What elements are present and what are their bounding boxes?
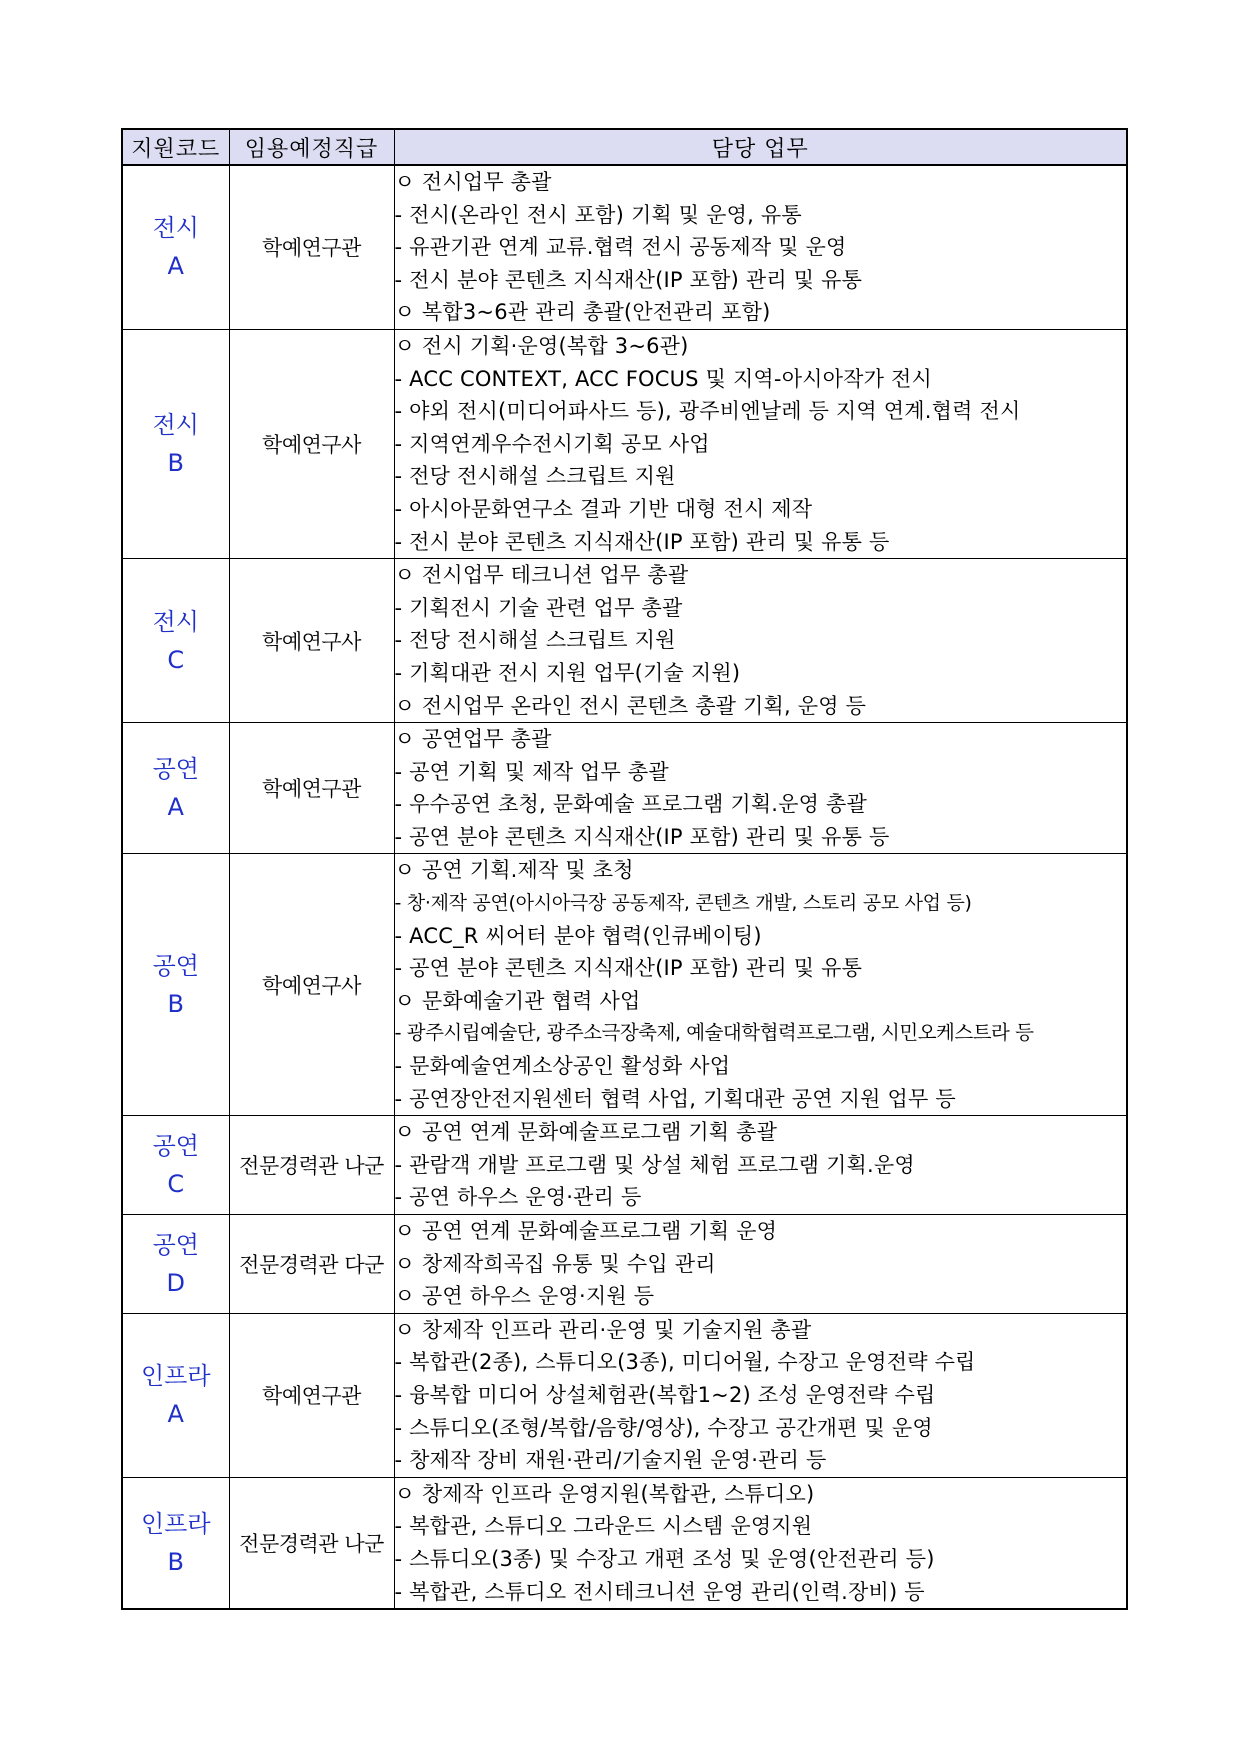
duty-list [394, 723, 1127, 854]
table-row [122, 1116, 1127, 1215]
job-grade: 학예연구사 [229, 559, 394, 723]
duty-line: - 전시 분야 콘텐츠 지식재산(IP 포함) 관리 및 유통 등 [394, 529, 890, 554]
code-field: 공연 [152, 755, 199, 784]
code-field: 공연 [152, 1230, 199, 1259]
duty-line: - ACC CONTEXT, ACC FOCUS 및 지역-아시아작가 전시 [394, 366, 932, 391]
duty-line: ㅇ 전시업무 온라인 전시 콘텐츠 총괄 기획, 운영 등 [394, 693, 867, 718]
duty-line: - 공연 분야 콘텐츠 지식재산(IP 포함) 관리 및 유통 [394, 956, 863, 981]
duty-line: - 복합관, 스튜디오 그라운드 시스템 운영지원 [394, 1514, 813, 1539]
code-field: 인프라 [140, 1509, 211, 1538]
duty-line: - 공연 기획 및 제작 업무 총괄 [394, 759, 669, 784]
duty-line: - 공연장안전지원센터 협력 사업, 기획대관 공연 지원 업무 등 [394, 1086, 956, 1111]
job-duty-table [121, 128, 1128, 1610]
duty-line: ㅇ 공연 기획.제작 및 초청 [394, 858, 634, 883]
duty-line: - 전당 전시해설 스크립트 지원 [394, 464, 676, 489]
code-field: 공연 [152, 951, 199, 980]
duty-line: - ACC_R 씨어터 분야 협력(인큐베이팅) [394, 923, 762, 948]
duty-line: - 전당 전시해설 스크립트 지원 [394, 628, 676, 653]
duty-line: - 아시아문화연구소 결과 기반 대형 전시 제작 [394, 496, 813, 521]
job-grade: 전문경력관 다군 [229, 1215, 394, 1314]
duty-line: ㅇ 복합3~6관 관리 총괄(안전관리 포함) [394, 300, 771, 325]
duty-line: ㅇ 공연 연계 문화예술프로그램 기획 총괄 [394, 1120, 778, 1145]
header-duty: 담당 업무 [394, 129, 1127, 165]
job-grade: 전문경력관 나군 [229, 1477, 394, 1609]
support-code [122, 1116, 229, 1215]
header-grade: 임용예정직급 [229, 129, 394, 165]
table-row [122, 329, 1127, 558]
table-row [122, 1313, 1127, 1477]
job-grade: 학예연구사 [229, 329, 394, 558]
duty-list [394, 329, 1127, 558]
duty-line: - 창·제작 공연(아시아극장 공동제작, 콘텐츠 개발, 스토리 공모 사업 등) [394, 892, 972, 915]
support-code [122, 723, 229, 854]
duty-line: - 기획대관 전시 지원 업무(기술 지원) [394, 660, 741, 685]
job-grade: 학예연구관 [229, 1313, 394, 1477]
table-row [122, 1215, 1127, 1314]
job-grade: 학예연구사 [229, 854, 394, 1116]
duty-list [394, 854, 1127, 1116]
duty-line: ㅇ 공연업무 총괄 [394, 727, 552, 752]
table-row [122, 165, 1127, 329]
duty-line: - 야외 전시(미디어파사드 등), 광주비엔날레 등 지역 연계.협력 전시 [394, 399, 1021, 424]
job-grade: 학예연구관 [229, 723, 394, 854]
code-field: 전시 [152, 411, 199, 440]
table-row [122, 1477, 1127, 1609]
support-code [122, 1477, 229, 1609]
duty-line: ㅇ 전시업무 테크니션 업무 총괄 [394, 563, 689, 588]
code-letter: B [167, 449, 184, 478]
code-letter: A [167, 793, 184, 822]
duty-line: - 복합관, 스튜디오 전시테크니션 운영 관리(인력.장비) 등 [394, 1579, 925, 1604]
code-letter: D [166, 1268, 185, 1297]
duty-line: - 지역연계우수전시기획 공모 사업 [394, 431, 710, 456]
duty-list [394, 559, 1127, 723]
duty-line: - 전시 분야 콘텐츠 지식재산(IP 포함) 관리 및 유통 [394, 267, 863, 292]
code-field: 인프라 [140, 1362, 211, 1391]
support-code [122, 1313, 229, 1477]
duty-line: - 융복합 미디어 상설체험관(복합1~2) 조성 운영전략 수립 [394, 1382, 936, 1407]
table-row [122, 723, 1127, 854]
duty-line: - 광주시립예술단, 광주소극장축제, 예술대학협력프로그램, 시민오케스트라 등 [394, 1021, 1034, 1045]
duty-line: - 창제작 장비 재원·관리/기술지원 운영·관리 등 [394, 1448, 827, 1473]
duty-list [394, 1116, 1127, 1215]
code-letter: A [167, 1400, 184, 1429]
table-row [122, 559, 1127, 723]
support-code [122, 329, 229, 558]
duty-list [394, 1477, 1127, 1609]
code-field: 공연 [152, 1132, 199, 1161]
support-code [122, 1215, 229, 1314]
duty-line: ㅇ 전시업무 총괄 [394, 170, 552, 194]
code-letter: A [167, 252, 184, 281]
duty-line: ㅇ 공연 연계 문화예술프로그램 기획 운영 [394, 1219, 778, 1243]
duty-line: ㅇ 문화예술기관 협력 사업 [394, 988, 641, 1013]
duty-line: - 문화예술연계소상공인 활성화 사업 [394, 1054, 731, 1079]
duty-list [394, 1313, 1127, 1477]
duty-line: - 스튜디오(조형/복합/음향/영상), 수장고 공간개편 및 운영 [394, 1415, 933, 1440]
duty-line: - 전시(온라인 전시 포함) 기획 및 운영, 유통 [394, 202, 802, 227]
code-letter: B [167, 989, 184, 1018]
support-code [122, 165, 229, 329]
support-code [122, 854, 229, 1116]
duty-line: - 관람객 개발 프로그램 및 상설 체험 프로그램 기획.운영 [394, 1152, 915, 1177]
job-grade: 학예연구관 [229, 165, 394, 329]
code-letter: B [167, 1547, 184, 1576]
duty-line: - 공연 분야 콘텐츠 지식재산(IP 포함) 관리 및 유통 등 [394, 824, 890, 849]
code-letter: C [167, 645, 185, 674]
duty-line: - 유관기관 연계 교류.협력 전시 공동제작 및 운영 [394, 235, 847, 260]
duty-list [394, 1215, 1127, 1314]
header-code: 지원코드 [122, 129, 229, 165]
duty-line: ㅇ 전시 기획·운영(복합 3~6관) [394, 333, 689, 358]
duty-line: ㅇ 창제작희곡집 유통 및 수입 관리 [394, 1251, 716, 1276]
duty-line: - 기획전시 기술 관련 업무 총괄 [394, 595, 683, 620]
duty-line: - 스튜디오(3종) 및 수장고 개편 조성 및 운영(안전관리 등) [394, 1546, 935, 1571]
code-field: 전시 [152, 214, 199, 243]
duty-line: ㅇ 공연 하우스 운영·지원 등 [394, 1284, 655, 1309]
table-header-row [122, 129, 1127, 165]
code-letter: C [167, 1170, 185, 1199]
job-grade: 전문경력관 나군 [229, 1116, 394, 1215]
duty-line: - 우수공연 초청, 문화예술 프로그램 기획.운영 총괄 [394, 792, 867, 817]
code-field: 전시 [152, 607, 199, 636]
duty-line: ㅇ 창제작 인프라 관리·운영 및 기술지원 총괄 [394, 1317, 812, 1342]
support-code [122, 559, 229, 723]
duty-list [394, 165, 1127, 329]
duty-line: - 공연 하우스 운영·관리 등 [394, 1185, 642, 1210]
duty-line: - 복합관(2종), 스튜디오(3종), 미디어월, 수장고 운영전략 수립 [394, 1350, 976, 1375]
duty-line: ㅇ 창제작 인프라 운영지원(복합관, 스튜디오) [394, 1481, 815, 1506]
table-row [122, 854, 1127, 1116]
